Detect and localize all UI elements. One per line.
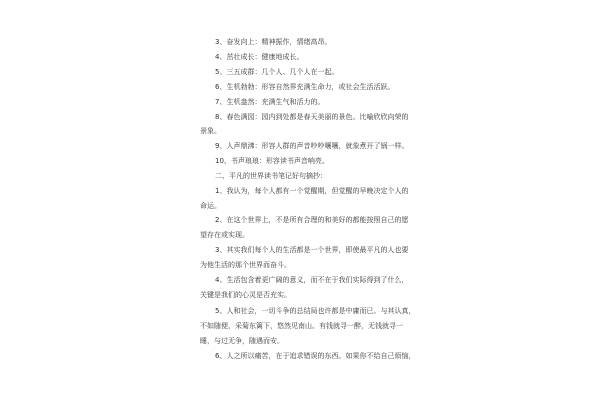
text-line: 望存在或实现。 bbox=[200, 231, 249, 239]
text-line: 为他生活的那个世界而奋斗。 bbox=[200, 261, 291, 269]
text-line: 关键是我们的心灵是否充实。 bbox=[200, 291, 291, 299]
text-line: 不如随便，采菊东篱下，悠然见南山。有钱就寻一醉，无钱就寻一 bbox=[200, 322, 403, 330]
text-line: 6、生机勃勃：形容自然界充满生命力，或社会生活活跃。 bbox=[215, 83, 395, 91]
text-line: 4、茁壮成长：健康地成长。 bbox=[215, 53, 304, 61]
text-line: 6、人之所以痛苦，在于追求错误的东西。如果你不给自己烦恼， bbox=[215, 352, 416, 360]
text-line: 7、生机盎然：充满生气和活力的。 bbox=[215, 98, 325, 106]
text-line: 9、人声鼎沸：形容人群的声音吵吵嚷嚷，就象煮开了锅一样。 bbox=[215, 142, 409, 150]
text-line: 睡，与过无争，随遇而安。 bbox=[200, 337, 284, 345]
text-line: 1、我认为，每个人都有一个觉醒期，但觉醒的早晚决定个人的 bbox=[215, 187, 409, 195]
text-line: 命运。 bbox=[200, 202, 221, 210]
text-line: 10、书声琅琅：形容读书声音响亮。 bbox=[215, 157, 329, 165]
text-line: 8、春色满园：园内到处都是春天美丽的景色。比喻欣欣向荣的 bbox=[215, 113, 409, 121]
text-line: 4、生活包含着更广阔的意义，而不在于我们实际得到了什么， bbox=[215, 276, 409, 284]
text-line: 5、人和社会，一切斗争的总结局也许都是中庸而已。与其认真， bbox=[215, 307, 416, 315]
text-line: 5、三五成群：几个人、几个人在一起。 bbox=[215, 68, 339, 76]
text-line: 2、在这个世界上，不是所有合理的和美好的都能按照自己的愿 bbox=[215, 216, 409, 224]
section-heading: 二、平凡的世界读书笔记好句摘抄： bbox=[215, 172, 327, 180]
text-line: 3、其实我们每个人的生活都是一个世界，即使最平凡的人也要 bbox=[215, 246, 409, 254]
text-line: 景象。 bbox=[200, 127, 221, 135]
text-line: 3、奋发向上：精神振作，情绪高昂。 bbox=[215, 38, 332, 46]
